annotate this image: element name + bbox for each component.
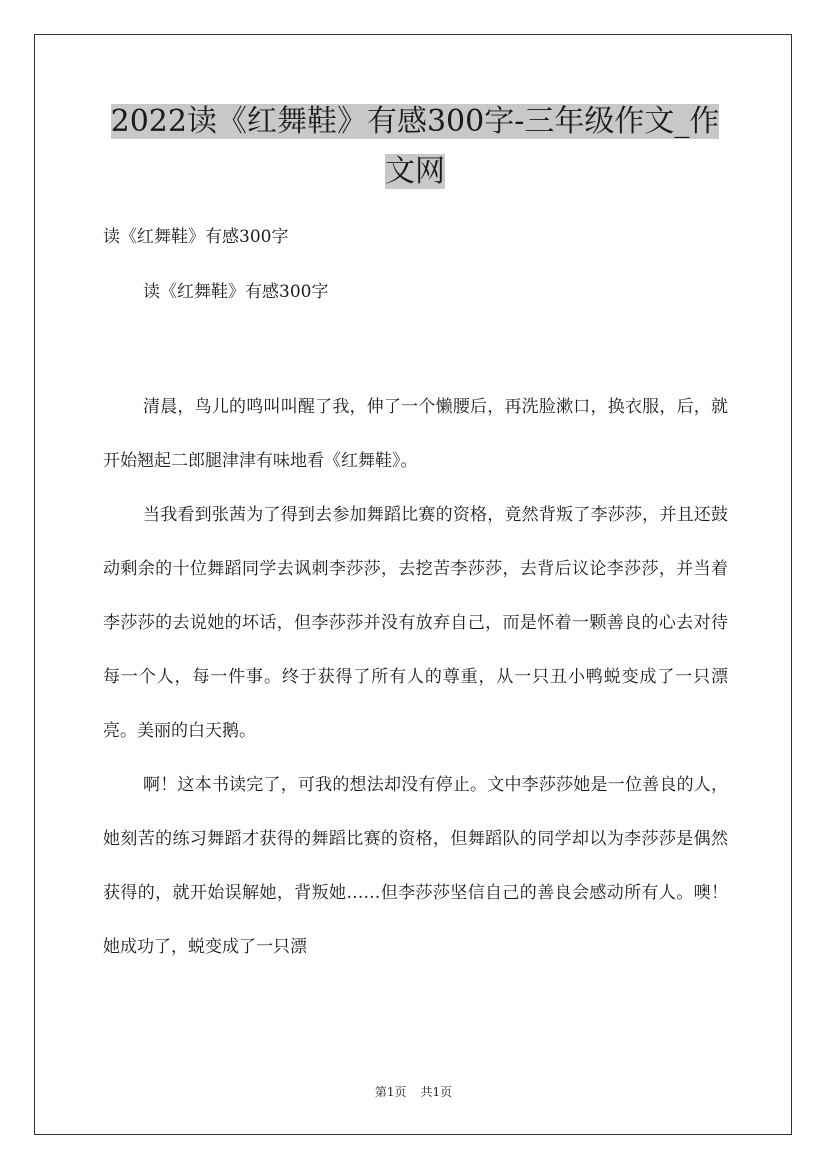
document-heading: 读《红舞鞋》有感300字 <box>103 227 289 247</box>
document-title-text: 2022读《红舞鞋》有感300字-三年级作文_作文网 <box>110 104 720 189</box>
page-number-current: 第1页 <box>374 1085 407 1099</box>
document-subheading: 读《红舞鞋》有感300字 <box>143 282 329 302</box>
document-body <box>103 380 728 974</box>
paragraph: 当我看到张茜为了得到去参加舞蹈比赛的资格，竟然背叛了李莎莎，并且还鼓动剩余的十位舞蹈同学去讽刺李莎莎，去挖苦李莎莎，去背后议论李莎莎，并当着李莎莎的去说她的坏话，但李莎莎并没有放弃自己，而是怀着一颗善良的心去对待每一个人，每一件事。终于获得了所有人的尊重，从一只丑小鸭蜕变成了一只漂亮。美丽的白天鹅。 <box>103 505 728 741</box>
document-title <box>100 97 730 197</box>
page-number-total: 共1页 <box>420 1085 453 1099</box>
paragraph: 清晨，鸟儿的鸣叫叫醒了我，伸了一个懒腰后，再洗脸漱口，换衣服，后，就开始翘起二郎腿津津有味地看《红舞鞋》。 <box>103 397 728 471</box>
page-footer <box>0 1083 827 1101</box>
paragraph: 啊！这本书读完了，可我的想法却没有停止。文中李莎莎她是一位善良的人，她刻苦的练习舞蹈才获得的舞蹈比赛的资格，但舞蹈队的同学却以为李莎莎是偶然获得的，就开始误解她，背叛她……但李莎莎坚信自己的善良会感动所有人。噢！她成功了，蜕变成了一只漂 <box>103 775 728 957</box>
